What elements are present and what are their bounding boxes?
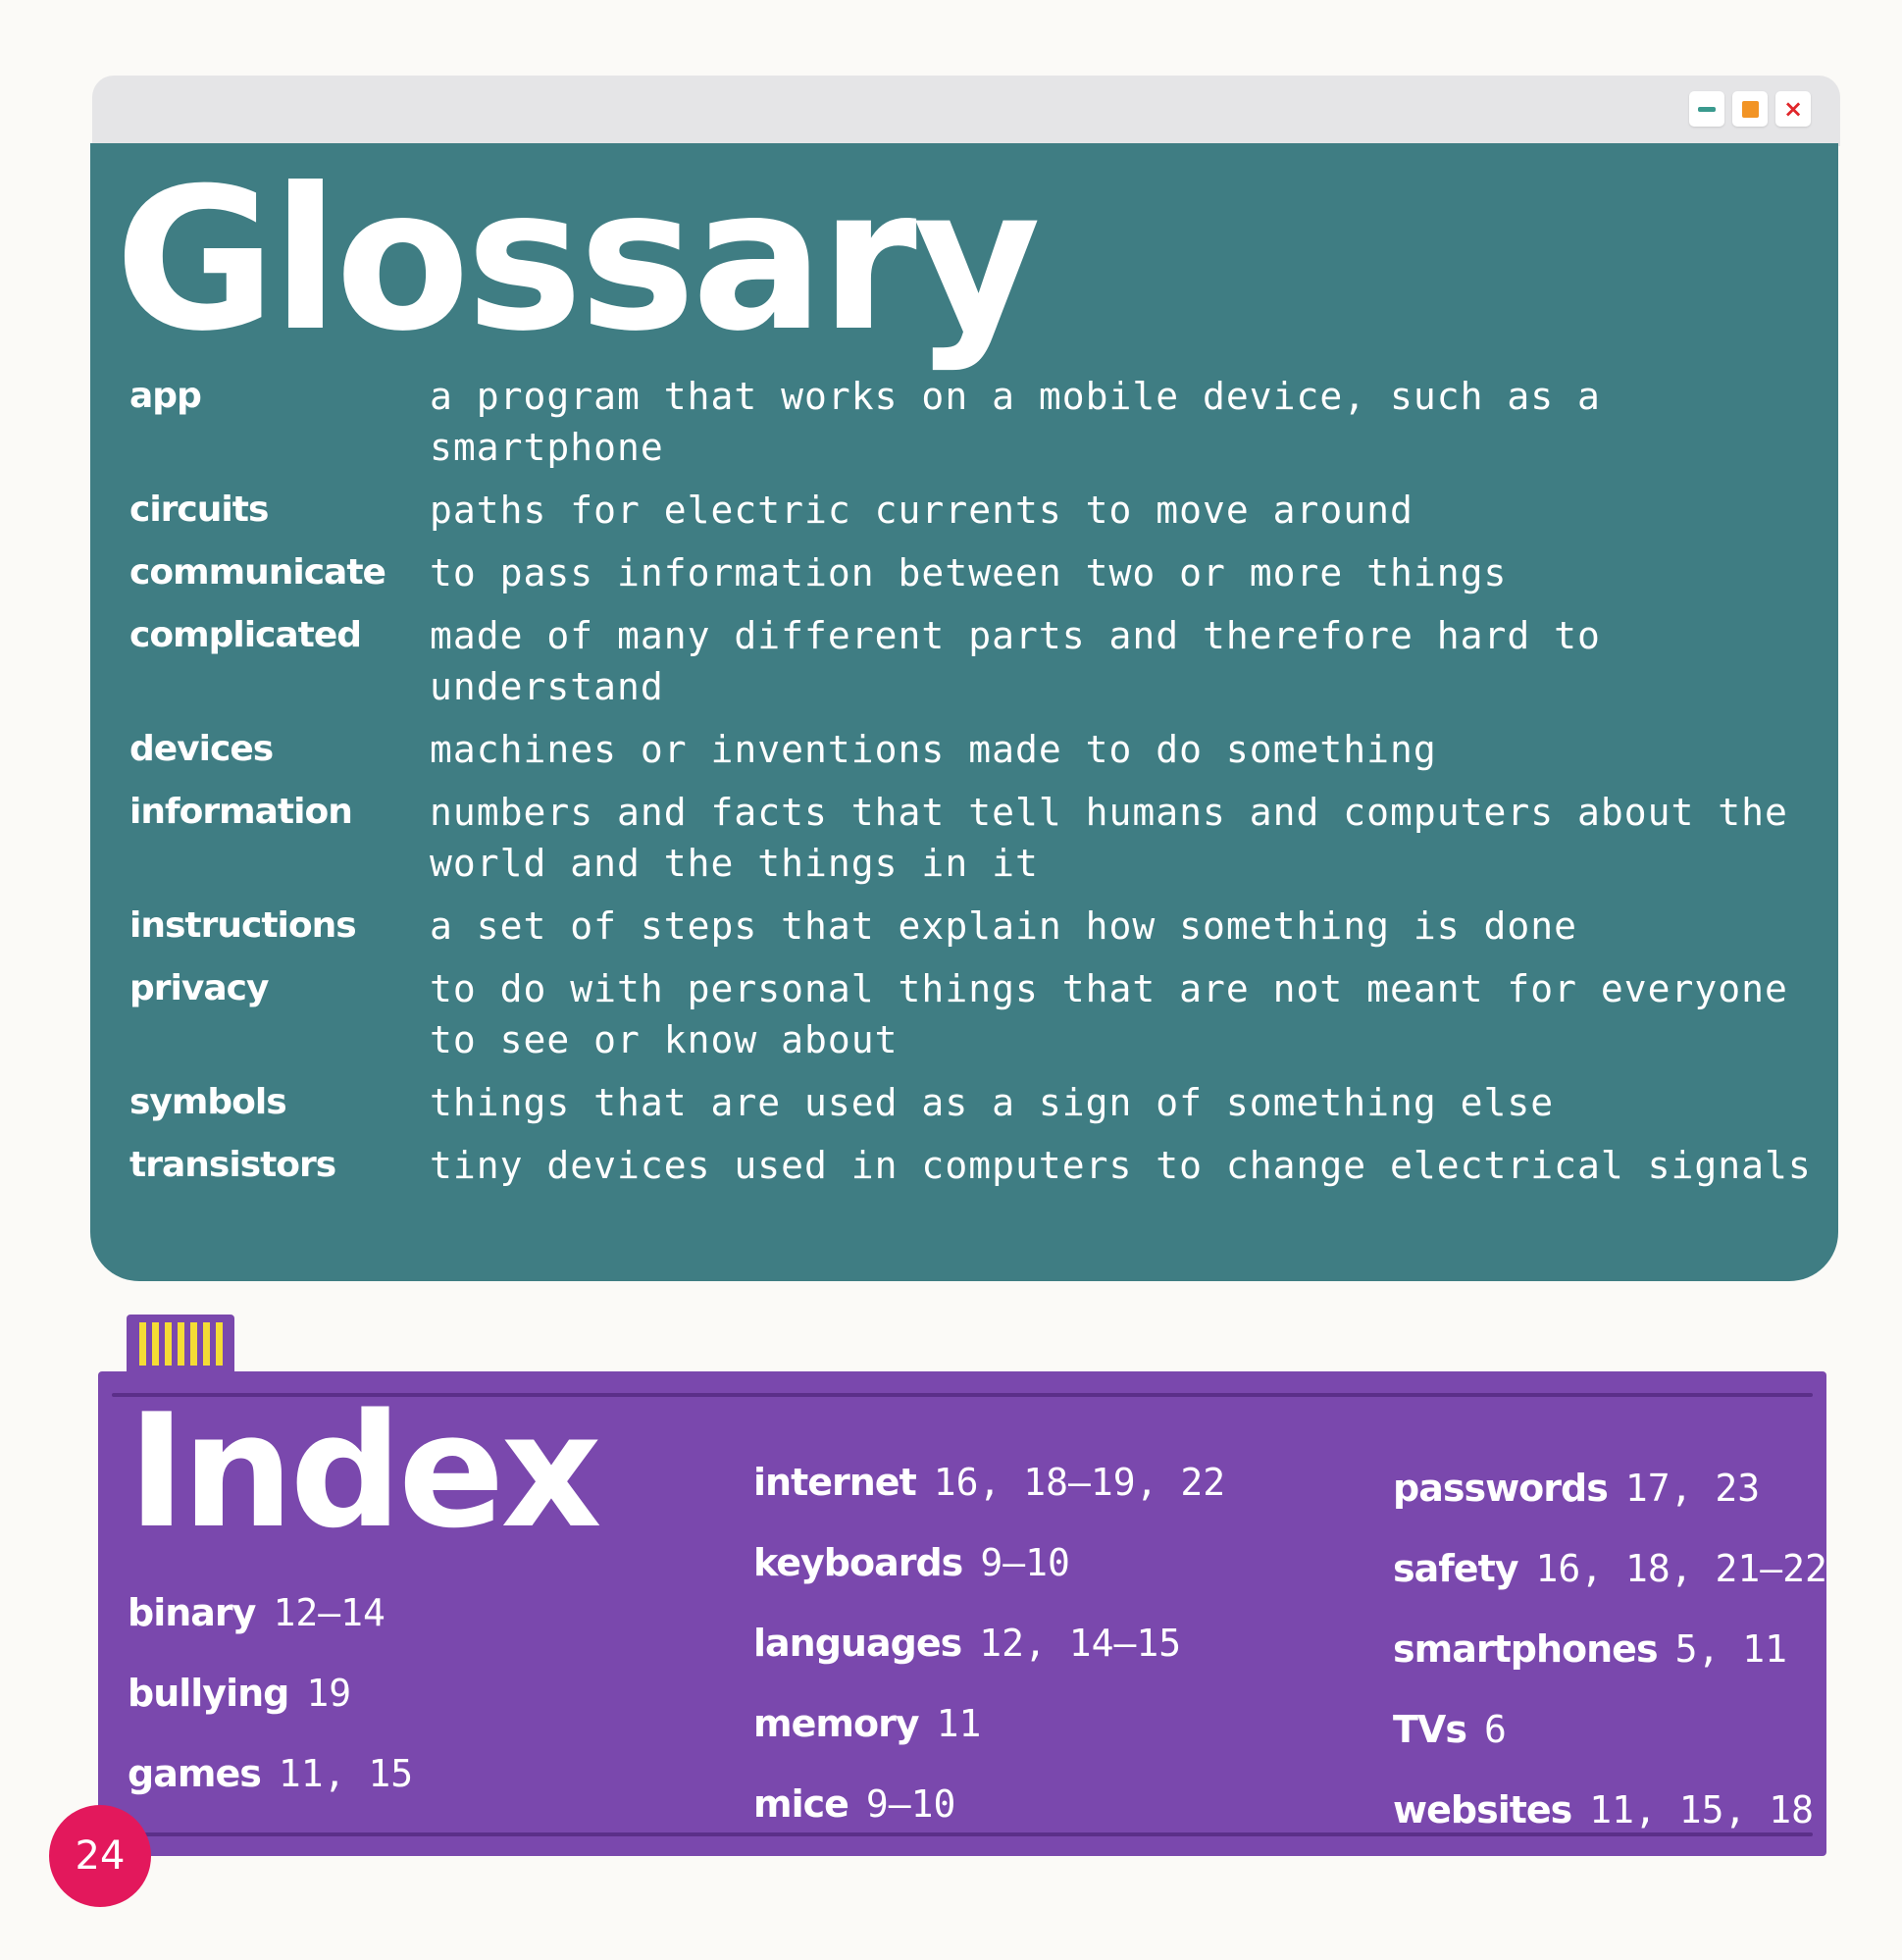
index-entry <box>128 1653 413 1733</box>
index-pages: 11 <box>936 1702 982 1745</box>
index-panel <box>98 1371 1826 1856</box>
index-entry <box>1393 1528 1827 1609</box>
index-entry <box>128 1573 413 1653</box>
glossary-panel <box>90 143 1838 1281</box>
index-pages: 16, 18–19, 22 <box>933 1461 1226 1504</box>
close-button[interactable] <box>1775 91 1811 127</box>
index-word: games <box>128 1752 261 1795</box>
index-word: safety <box>1393 1547 1518 1590</box>
index-entry <box>753 1683 1225 1764</box>
index-pages: 9–10 <box>980 1541 1070 1584</box>
glossary-term: circuits <box>129 490 269 530</box>
index-word: smartphones <box>1393 1627 1658 1671</box>
index-entry <box>1393 1609 1827 1689</box>
index-word: TVs <box>1393 1708 1466 1751</box>
glossary-definition: a program that works on a mobile device, such as a smartphone <box>430 375 1601 469</box>
index-word: mice <box>753 1782 848 1826</box>
glossary-title: Glossary <box>115 146 1038 375</box>
index-word: bullying <box>128 1672 289 1715</box>
index-entry <box>753 1442 1225 1522</box>
stripe <box>203 1322 210 1366</box>
stripe <box>139 1322 146 1366</box>
stripe <box>152 1322 159 1366</box>
index-word: languages <box>753 1622 962 1665</box>
index-pages: 16, 18, 21–22 <box>1535 1547 1827 1590</box>
glossary-term: privacy <box>129 968 269 1008</box>
index-column-3 <box>1393 1448 1827 1850</box>
index-pages: 6 <box>1483 1708 1507 1751</box>
stripe <box>216 1322 223 1366</box>
stripe <box>178 1322 184 1366</box>
glossary-entry <box>129 610 1817 712</box>
index-entry <box>1393 1689 1827 1770</box>
glossary-entry <box>129 547 1817 598</box>
index-entry <box>1393 1448 1827 1528</box>
glossary-definition: a set of steps that explain how something is done <box>430 904 1578 948</box>
glossary-definition: things that are used as a sign of something else <box>430 1081 1555 1124</box>
glossary-list <box>129 371 1817 1203</box>
minimize-button[interactable] <box>1689 91 1724 127</box>
glossary-term: app <box>129 376 201 416</box>
index-word: internet <box>753 1461 916 1504</box>
index-pages: 17, 23 <box>1624 1467 1761 1510</box>
index-pages: 11, 15, 18 <box>1589 1788 1815 1831</box>
index-pages: 5, 11 <box>1674 1627 1787 1671</box>
glossary-window-titlebar <box>92 76 1840 146</box>
index-pages: 9–10 <box>865 1782 956 1826</box>
index-column-1 <box>128 1573 413 1814</box>
maximize-button[interactable] <box>1732 91 1768 127</box>
index-tab-stripes <box>127 1315 234 1373</box>
glossary-definition: to do with personal things that are not meant for everyone to see or know about <box>430 967 1788 1061</box>
maximize-icon <box>1742 101 1759 118</box>
glossary-definition: paths for electric currents to move around <box>430 489 1414 532</box>
glossary-term: symbols <box>129 1082 286 1122</box>
glossary-term: instructions <box>129 905 356 946</box>
index-pages: 12, 14–15 <box>979 1622 1182 1665</box>
index-word: binary <box>128 1591 256 1634</box>
index-entry <box>1393 1770 1827 1850</box>
glossary-term: communicate <box>129 552 386 593</box>
glossary-entry <box>129 787 1817 889</box>
glossary-term: information <box>129 792 352 832</box>
glossary-entry <box>129 1140 1817 1191</box>
glossary-entry <box>129 724 1817 775</box>
minimize-icon <box>1698 107 1716 112</box>
index-word: keyboards <box>753 1541 963 1584</box>
glossary-definition: to pass information between two or more things <box>430 551 1508 594</box>
stripe <box>165 1322 172 1366</box>
index-entry <box>753 1522 1225 1603</box>
glossary-entry <box>129 901 1817 952</box>
index-entry <box>128 1733 413 1814</box>
index-word: websites <box>1393 1788 1572 1831</box>
index-pages: 19 <box>306 1672 352 1715</box>
glossary-entry <box>129 371 1817 473</box>
index-pages: 11, 15 <box>278 1752 414 1795</box>
stripe <box>190 1322 197 1366</box>
index-entry <box>753 1764 1225 1844</box>
index-word: memory <box>753 1702 919 1745</box>
index-column-2 <box>753 1442 1225 1844</box>
glossary-term: complicated <box>129 615 362 655</box>
glossary-entry <box>129 485 1817 536</box>
glossary-entry <box>129 963 1817 1065</box>
index-entry <box>753 1603 1225 1683</box>
glossary-definition: machines or inventions made to do something <box>430 728 1437 771</box>
glossary-definition: tiny devices used in computers to change electrical signals <box>430 1144 1812 1187</box>
glossary-definition: made of many different parts and therefore hard to understand <box>430 614 1601 708</box>
index-title: Index <box>128 1379 598 1563</box>
glossary-definition: numbers and facts that tell humans and computers about the world and the things in it <box>430 791 1788 885</box>
index-pages: 12–14 <box>273 1591 386 1634</box>
close-icon: × <box>1782 95 1804 123</box>
glossary-term: devices <box>129 729 274 769</box>
glossary-entry <box>129 1077 1817 1128</box>
index-word: passwords <box>1393 1467 1608 1510</box>
page-number-badge: 24 <box>49 1805 151 1907</box>
glossary-term: transistors <box>129 1145 336 1185</box>
